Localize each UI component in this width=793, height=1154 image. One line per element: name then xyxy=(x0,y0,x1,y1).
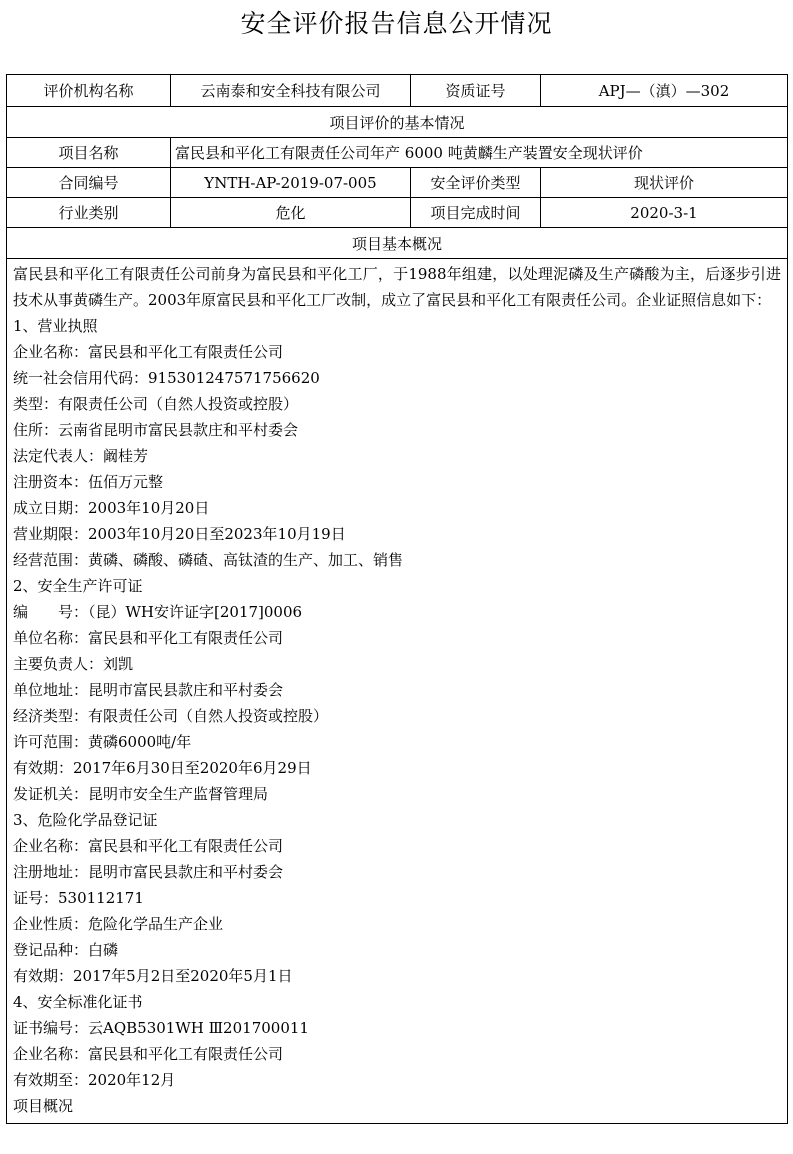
overview-line: 注册地址：昆明市富民县款庄和平村委会 xyxy=(13,863,284,881)
overview-line: 许可范围：黄磷6000吨/年 xyxy=(13,733,192,751)
overview-line: 单位名称：富民县和平化工有限责任公司 xyxy=(13,629,284,647)
overview-line: 营业期限：2003年10月20日至2023年10月19日 xyxy=(13,525,346,543)
table-row xyxy=(7,168,788,198)
org-label: 评价机构名称 xyxy=(7,75,171,107)
project-info-table xyxy=(6,74,788,1124)
overview-line: 编 号：（昆）WH安许证字[2017]0006 xyxy=(13,603,303,621)
overview-line: 类型：有限责任公司（自然人投资或控股） xyxy=(13,395,299,413)
table-row xyxy=(7,259,788,1124)
table-row xyxy=(7,198,788,228)
overview-line: 发证机关：昆明市安全生产监督管理局 xyxy=(13,785,269,803)
finish-value: 2020-3-1 xyxy=(541,198,788,228)
overview-line: 登记品种：白磷 xyxy=(13,941,119,959)
overview-line: 证号：530112171 xyxy=(13,889,144,907)
finish-label: 项目完成时间 xyxy=(411,198,541,228)
overview-line: 4、安全标准化证书 xyxy=(13,993,143,1011)
cert-label: 资质证号 xyxy=(411,75,541,107)
overview-line: 成立日期：2003年10月20日 xyxy=(13,499,210,517)
overview-line: 单位地址：昆明市富民县款庄和平村委会 xyxy=(13,681,284,699)
org-value: 云南泰和安全科技有限公司 xyxy=(171,75,411,107)
overview-line: 有效期至：2020年12月 xyxy=(13,1071,176,1089)
overview-line: 证书编号：云AQB5301WH Ⅲ201700011 xyxy=(13,1019,309,1037)
industry-value: 危化 xyxy=(171,198,411,228)
overview-intro: 富民县和平化工有限责任公司前身为富民县和平化工厂，于1988年组建，以处理泥磷及生产磷酸为主，后逐步引进技术从事黄磷生产。2003年原富民县和平化工厂改制，成立了富民县和平化工有限责任公司。企业证照信息如下： xyxy=(13,265,781,309)
overview-line: 项目概况 xyxy=(13,1097,74,1115)
overview-line: 企业性质：危险化学品生产企业 xyxy=(13,915,224,933)
overview-line: 有效期：2017年6月30日至2020年6月29日 xyxy=(13,759,312,777)
eval-type-value: 现状评价 xyxy=(541,168,788,198)
table-row xyxy=(7,138,788,168)
overview-line: 企业名称：富民县和平化工有限责任公司 xyxy=(13,343,284,361)
project-name-label: 项目名称 xyxy=(7,138,171,168)
overview-line: 有效期：2017年5月2日至2020年5月1日 xyxy=(13,967,293,985)
page-title: 安全评价报告信息公开情况 xyxy=(240,9,553,38)
overview-line: 住所：云南省昆明市富民县款庄和平村委会 xyxy=(13,421,299,439)
overview-line: 经济类型：有限责任公司（自然人投资或控股） xyxy=(13,707,329,725)
cert-value: APJ—（滇）—302 xyxy=(541,75,788,107)
overview-cell xyxy=(7,259,788,1124)
overview-line: 经营范围：黄磷、磷酸、磷碴、高钛渣的生产、加工、销售 xyxy=(13,551,404,569)
industry-label: 行业类别 xyxy=(7,198,171,228)
contract-label: 合同编号 xyxy=(7,168,171,198)
overview-line: 统一社会信用代码：915301247571756620 xyxy=(13,369,320,387)
overview-line: 3、危险化学品登记证 xyxy=(13,811,158,829)
overview-lines xyxy=(13,313,781,1119)
table-row xyxy=(7,75,788,107)
eval-type-label: 安全评价类型 xyxy=(411,168,541,198)
table-row xyxy=(7,228,788,259)
basic-section-heading: 项目评价的基本情况 xyxy=(7,107,788,138)
contract-value: YNTH-AP-2019-07-005 xyxy=(171,168,411,198)
overview-line: 主要负责人：刘凯 xyxy=(13,655,134,673)
overview-line: 2、安全生产许可证 xyxy=(13,577,143,595)
table-row xyxy=(7,107,788,138)
overview-line: 企业名称：富民县和平化工有限责任公司 xyxy=(13,837,284,855)
overview-line: 1、营业执照 xyxy=(13,317,98,335)
overview-line: 注册资本：伍佰万元整 xyxy=(13,473,164,491)
overview-section-heading: 项目基本概况 xyxy=(7,228,788,259)
project-name-value: 富民县和平化工有限责任公司年产 6000 吨黄麟生产装置安全现状评价 xyxy=(171,138,788,168)
overview-line: 企业名称：富民县和平化工有限责任公司 xyxy=(13,1045,284,1063)
overview-line: 法定代表人：阚桂芳 xyxy=(13,447,149,465)
